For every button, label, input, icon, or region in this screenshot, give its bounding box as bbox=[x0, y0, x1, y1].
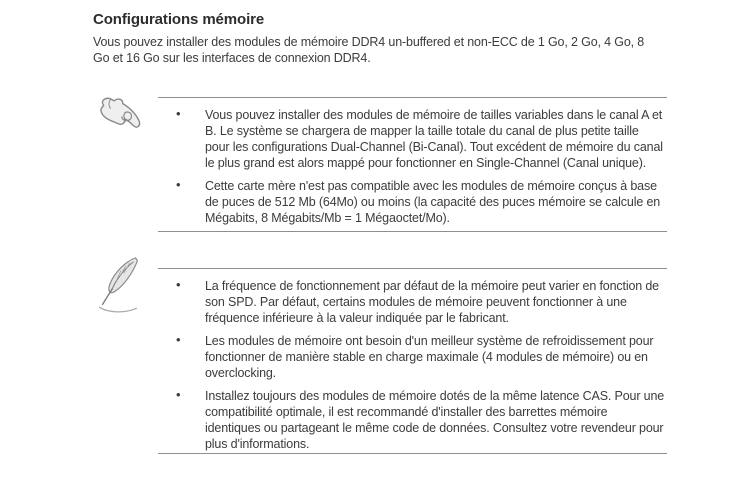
note-bullet: • Vous pouvez installer des modules de mémoire de tailles variables dans le canal A et B. Le système se chargera de mapper la taille totale du canal de plus petite taille pour les configurations Dual-Channel (Bi-Canal). Tout excédent de mémoire du canal le plus grand est alors mappé pour fonctionner en Single-Channel (Canal unique). bbox=[158, 107, 667, 171]
note-bullet: • Installez toujours des modules de mémoire dotés de la même latence CAS. Pour une compatibilité optimale, il est recommandé d'installer des barrettes mémoire identiques ou partageant le même code de données. Consultez votre revendeur pour plus d'informations. bbox=[158, 388, 667, 452]
general-note-box bbox=[158, 268, 667, 454]
important-note-list bbox=[158, 107, 667, 226]
pointing-hand-icon bbox=[93, 95, 143, 137]
important-note-box bbox=[158, 97, 667, 232]
note-bullet: • Cette carte mère n'est pas compatible avec les modules de mémoire conçus à base de puces de 512 Mb (64Mo) ou moins (la capacité des puces mémoire se calcule en Mégabits, 8 Mégabits/Mb = 1 Mégaoctet/Mo). bbox=[158, 178, 667, 226]
quill-pen-icon bbox=[96, 254, 142, 318]
general-note-list bbox=[158, 278, 667, 452]
note-bullet: • Les modules de mémoire ont besoin d'un meilleur système de refroidissement pour fonctionner de manière stable en charge maximale (4 modules de mémoire) ou en overclocking. bbox=[158, 333, 667, 381]
intro-paragraph: Vous pouvez installer des modules de mémoire DDR4 un-buffered et non-ECC de 1 Go, 2 Go, 4 Go, 8 Go et 16 Go sur les interfaces de connexion DDR4. bbox=[93, 35, 645, 65]
page-title: Configurations mémoire bbox=[93, 11, 265, 28]
note-bullet: • La fréquence de fonctionnement par défaut de la mémoire peut varier en fonction de son SPD. Par défaut, certains modules de mémoire peuvent fonctionner à une fréquence inférieure à la valeur indiquée par le fabricant. bbox=[158, 278, 667, 326]
